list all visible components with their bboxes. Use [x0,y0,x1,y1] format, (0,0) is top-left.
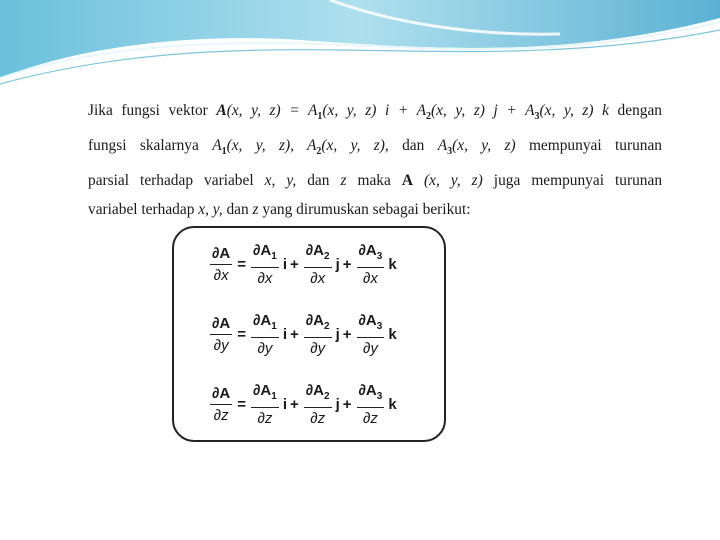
unit-k: k [388,325,397,343]
term2-fraction-numerator [304,311,332,338]
term2-fraction [304,381,332,428]
unit-i: i [282,325,287,343]
unit-j: j [335,395,340,413]
variable: y [370,339,378,357]
term1-fraction-numerator [251,241,279,268]
var-z: z [252,201,259,219]
subscript: 2 [324,390,330,402]
text: mempunyai turunan [515,137,662,155]
lhs-fraction-numerator [210,314,232,335]
subscript: 3 [534,111,540,123]
term1-fraction [251,311,279,358]
plus-sign: + [342,325,352,343]
plus-sign: + [342,395,352,413]
numerator-text: ∂A [253,311,272,329]
term1-fraction-denominator [257,268,272,288]
unit-j: j [335,255,340,273]
text: maka [346,172,402,190]
numerator-text: ∂A [358,311,377,329]
text: (x, y, z) [452,137,516,155]
content-panel [62,80,678,456]
numerator-text: ∂A [212,314,231,332]
text: variabel terhadap [88,201,199,219]
lhs-fraction [210,384,232,425]
text: juga mempunyai turunan [482,172,663,190]
variable: z [317,409,326,427]
A1: A [212,137,222,155]
numerator-text: ∂A [305,311,325,329]
vector-A: A [216,102,227,119]
unit-j: j [335,325,340,343]
equation-y [208,308,397,360]
partial-symbol: ∂ [362,269,371,287]
variable: z [264,409,273,427]
unit-i: i [282,395,287,413]
term3-fraction-numerator [357,311,385,338]
term2-fraction-numerator [304,381,332,408]
numerator-text: ∂A [212,384,231,402]
term3-fraction [357,241,385,288]
variable: x [317,269,326,287]
partial-symbol: ∂ [257,339,265,357]
subscript: 1 [271,390,277,402]
text: (x, y, z) = [226,102,308,119]
numerator-text: ∂A [305,381,325,399]
term2-fraction-denominator [310,338,325,358]
subscript: 1 [271,320,277,332]
A3: A [437,137,448,155]
A3: A [525,102,535,119]
subscript: 1 [317,111,323,123]
numerator-text: ∂A [253,381,272,399]
term3-fraction [357,311,385,358]
term2-fraction [304,311,332,358]
partial-symbol: ∂ [213,336,222,354]
subscript: 1 [271,250,277,262]
variable: y [317,339,326,357]
lhs-fraction-numerator [210,384,232,405]
text: (x, y, z) j + [430,102,526,119]
term2-fraction-numerator [304,241,332,268]
unit-k: k [388,395,397,413]
equals-sign: = [237,255,247,273]
plus-sign: + [342,255,352,273]
term3-fraction-denominator [363,268,378,288]
plus-sign: + [290,395,299,413]
term2-fraction-denominator [310,268,325,288]
subscript: 3 [376,390,383,402]
partial-symbol: ∂ [213,406,222,424]
lhs-fraction-denominator [214,335,229,355]
text: yang dirumuskan sebagai berikut: [258,201,471,219]
A1: A [307,102,318,119]
variable: z [221,406,229,424]
equation-z [208,378,397,430]
A2: A [307,137,317,155]
text: dan [222,201,253,219]
variable: x [370,269,378,287]
vector-A: A [401,172,413,190]
term2-fraction [304,241,332,288]
term3-fraction-numerator [357,381,385,408]
term3-fraction-denominator [363,408,378,428]
term1-fraction-numerator [251,381,279,408]
var-z: z [340,172,347,190]
paragraph-line-4 [88,195,662,224]
paragraph-line-3 [88,166,662,195]
text: dengan [608,102,663,119]
subscript: 3 [376,250,383,262]
lhs-fraction-denominator [214,265,229,285]
term2-fraction-denominator [310,408,325,428]
numerator-text: ∂A [358,381,377,399]
var-y: y, [286,172,297,190]
lhs-fraction [210,244,232,285]
term3-fraction-denominator [363,338,378,358]
term3-fraction [357,381,385,428]
text: fungsi skalarnya [88,137,213,155]
paragraph-line-1 [88,96,662,131]
partial-symbol: ∂ [310,339,318,357]
variable: y [221,336,229,354]
plus-sign: + [290,255,299,273]
subscript: 3 [447,146,453,158]
numerator-text: ∂A [212,244,231,262]
partial-symbol: ∂ [310,409,318,427]
text: dan [388,137,438,155]
term1-fraction [251,241,279,288]
numerator-text: ∂A [305,241,325,259]
paragraph-line-2 [88,131,662,166]
term1-fraction [251,381,279,428]
partial-symbol: ∂ [362,339,371,357]
plus-sign: + [290,325,299,343]
equals-sign: = [237,395,247,413]
intro-paragraph [88,96,662,224]
partial-symbol: ∂ [310,269,318,287]
numerator-text: ∂A [253,241,272,259]
term3-fraction-numerator [357,241,385,268]
variable: x [221,266,229,284]
text: (x, y, z) k [539,102,609,119]
unit-i: i [282,255,287,273]
lhs-fraction-numerator [210,244,232,265]
text: (x, y, z) i + [322,102,417,119]
header-swoosh-decoration [0,0,720,90]
equation-x [208,238,397,290]
partial-symbol: ∂ [257,409,265,427]
equals-sign: = [237,325,247,343]
unit-k: k [388,255,397,273]
text: (x, y, z), [321,137,389,155]
text: dan [296,172,341,190]
partial-symbol: ∂ [257,269,265,287]
subscript: 2 [316,146,322,158]
var-x: x, [264,172,276,190]
lhs-fraction-denominator [214,405,229,425]
variable: z [370,409,378,427]
variable: y [264,339,273,357]
subscript: 1 [221,146,227,158]
subscript: 2 [324,320,330,332]
args: (x, y, z) [423,172,483,190]
text: parsial terhadap variabel [88,172,265,190]
term1-fraction-denominator [257,408,272,428]
subscript: 2 [324,250,330,262]
partial-symbol: ∂ [362,409,371,427]
text: Jika fungsi vektor [88,102,217,119]
subscript: 2 [425,111,431,123]
formula-box [172,226,446,442]
text: (x, y, z), [226,137,308,155]
vars-xy: x, y, [198,201,223,219]
subscript: 3 [376,320,383,332]
partial-symbol: ∂ [213,266,222,284]
term1-fraction-denominator [257,338,272,358]
term1-fraction-numerator [251,311,279,338]
A2: A [416,102,426,119]
lhs-fraction [210,314,232,355]
numerator-text: ∂A [358,241,377,259]
variable: x [264,269,273,287]
